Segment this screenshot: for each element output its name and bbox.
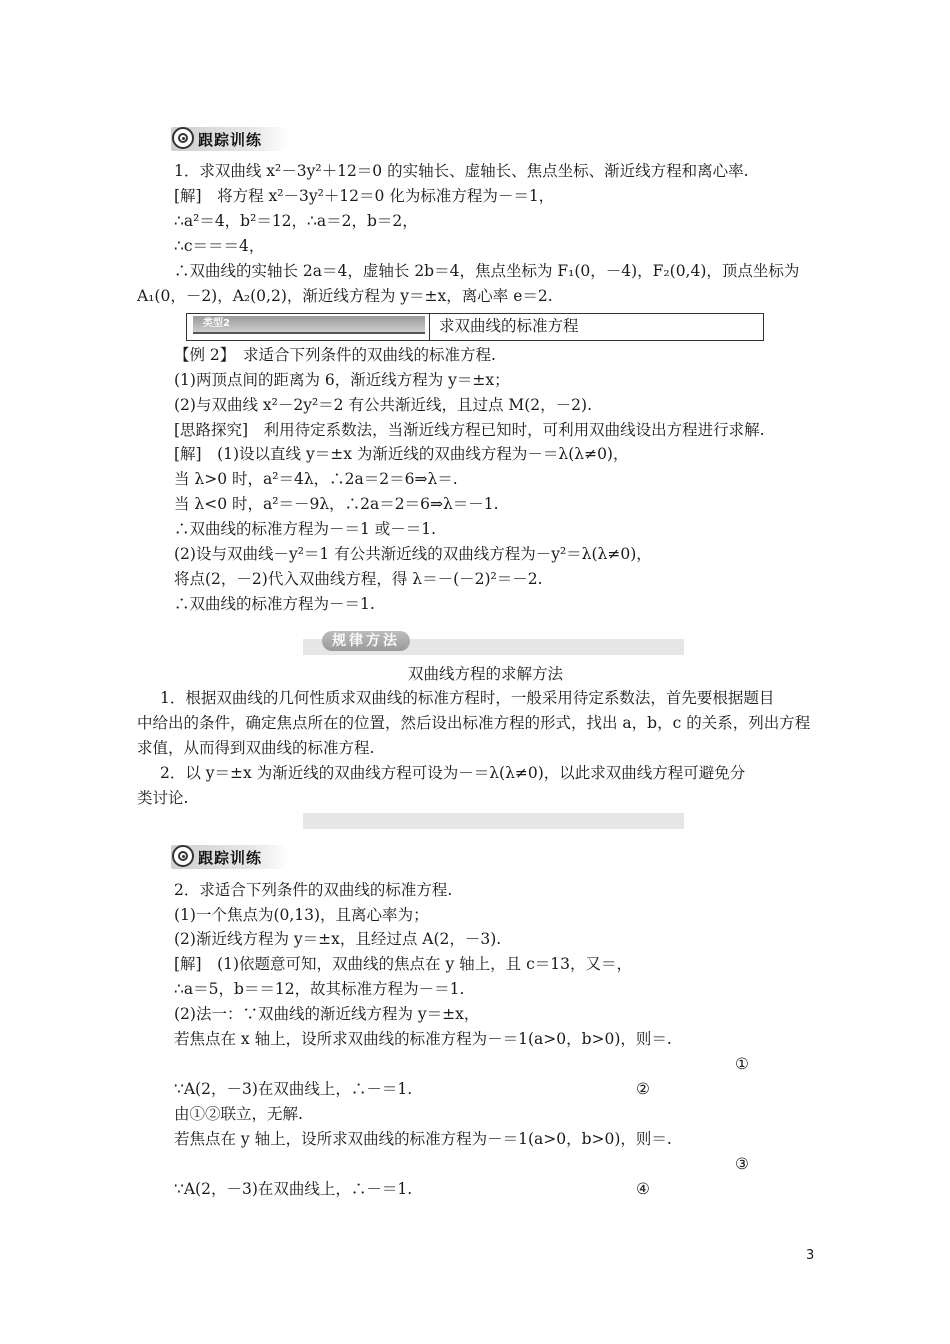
type-tag-label: 类型2 [203,318,230,329]
text-line: 由①②联立，无解. [174,1105,303,1123]
text-line: 若焦点在 x 轴上，设所求双曲线的标准方程为－＝1(a>0，b>0)，则＝. [174,1030,672,1048]
text-line: ② [636,1080,650,1098]
method-header: 规律方法 [322,631,410,651]
text-line: 将点(2，－2)代入双曲线方程，得 λ＝－(－2)²＝－2. [174,570,543,588]
text-line: ∴双曲线的标准方程为－＝1 或－＝1. [174,520,437,538]
type-tag [193,316,425,334]
text-line: ∴双曲线的实轴长 2a＝4，虚轴长 2b＝4，焦点坐标为 F₁(0，－4)，F₂(0,4)，顶点坐标为 [174,262,800,280]
text-line: ∵A(2，－3)在双曲线上，∴－＝1. [174,1080,413,1098]
target-icon [172,845,194,867]
text-line: (2)法一：∵双曲线的渐近线方程为 y＝±x， [174,1005,480,1023]
type-2-header [186,313,764,341]
method-title: 双曲线方程的求解方法 [408,665,564,683]
target-icon [172,127,194,149]
text-line: ① [735,1055,749,1073]
text-line: (2)渐近线方程为 y＝±x，且经过点 A(2，－3). [174,930,502,948]
text-line: (1)一个焦点为(0,13)，且离心率为； [174,906,429,924]
text-line: 1．根据双曲线的几何性质求双曲线的标准方程时，一般采用待定系数法，首先要根据题目 [160,689,775,707]
text-line: ④ [636,1180,650,1198]
text-line: (2)设与双曲线－y²＝1 有公共渐近线的双曲线方程为－y²＝λ(λ≠0)， [174,545,652,563]
text-line: 当 λ<0 时，a²＝－9λ，∴2a＝2＝6⇒λ＝－1. [174,495,499,513]
text-line: ③ [735,1155,749,1173]
text-line: 求值，从而得到双曲线的标准方程. [137,739,375,757]
text-line: 类讨论. [137,789,189,807]
divider [429,314,430,340]
page-number: 3 [806,1248,815,1263]
text-line: 2．以 y＝±x 为渐近线的双曲线方程可设为－＝λ(λ≠0)，以此求双曲线方程可避免分 [160,764,746,782]
text-line: 1．求双曲线 x²－3y²＋12＝0 的实轴长、虚轴长、焦点坐标、渐近线方程和离心率. [174,162,749,180]
method-end-bar [303,813,684,829]
text-line: (1)两顶点间的距离为 6，渐近线方程为 y＝±x； [174,371,510,389]
type-title: 求双曲线的标准方程 [439,317,579,335]
text-line: ∴c＝＝＝4， [174,237,265,255]
text-line: A₁(0，－2)，A₂(0,2)，渐近线方程为 y＝±x，离心率 e＝2. [137,287,553,305]
text-line: 【例 2】 求适合下列条件的双曲线的标准方程. [174,346,496,364]
text-line: ∴a＝5，b＝＝12，故其标准方程为－＝1. [174,980,465,998]
text-line: ∴a²＝4，b²＝12，∴a＝2，b＝2， [174,212,418,230]
follow-up-training-badge [171,127,289,151]
text-line: 中给出的条件，确定焦点所在的位置，然后设出标准方程的形式，找出 a，b，c 的关系，列出方程 [137,714,811,732]
badge-label: 跟踪训练 [198,849,263,867]
text-line: [解] (1)依题意可知，双曲线的焦点在 y 轴上，且 c＝13，又＝， [174,955,632,973]
text-line: 2．求适合下列条件的双曲线的标准方程. [174,881,453,899]
text-line: 若焦点在 y 轴上，设所求双曲线的标准方程为－＝1(a>0，b>0)，则＝. [174,1130,672,1148]
text-line: [解] 将方程 x²－3y²＋12＝0 化为标准方程为－＝1， [174,187,555,205]
text-line: ∴双曲线的标准方程为－＝1. [174,595,375,613]
badge-label: 跟踪训练 [198,131,263,149]
text-line: ∵A(2，－3)在双曲线上，∴－＝1. [174,1180,413,1198]
text-line: 当 λ>0 时，a²＝4λ，∴2a＝2＝6⇒λ＝. [174,470,458,488]
text-line: [解] (1)设以直线 y＝±x 为渐近线的双曲线方程为－＝λ(λ≠0)， [174,445,629,463]
follow-up-training-badge [171,845,289,869]
text-line: (2)与双曲线 x²－2y²＝2 有公共渐近线，且过点 M(2，－2). [174,396,593,414]
text-line: [思路探究] 利用待定系数法，当渐近线方程已知时，可利用双曲线设出方程进行求解. [174,421,765,439]
